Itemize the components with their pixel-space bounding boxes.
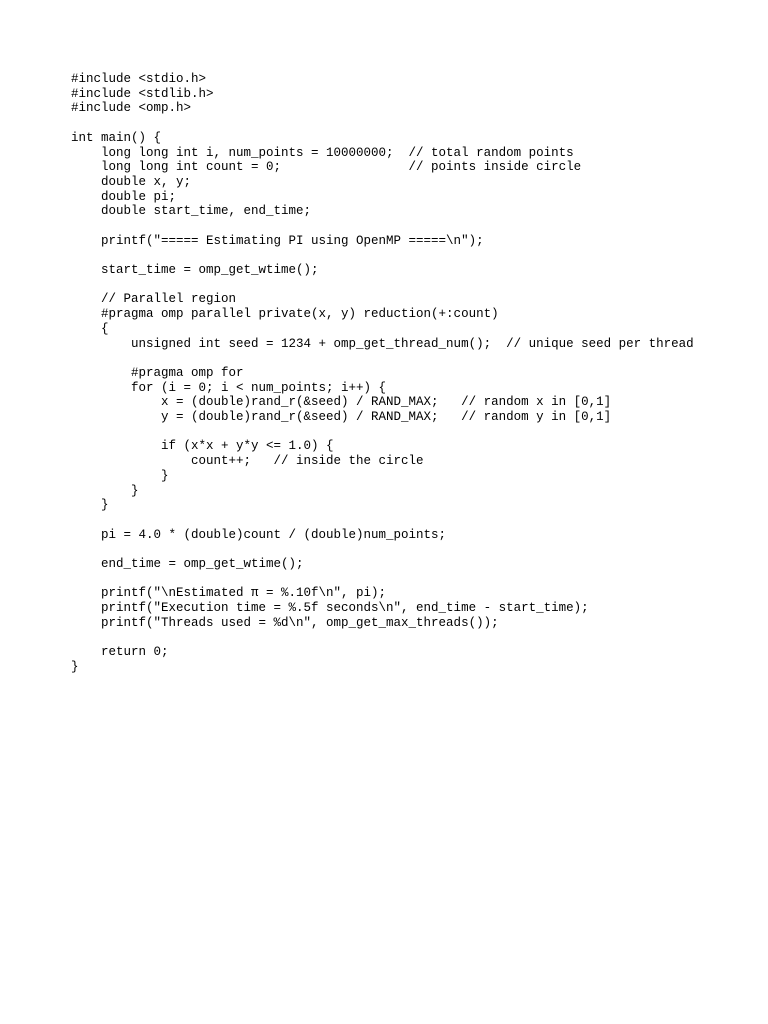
- code-line: printf("\nEstimated π = %.10f\n", pi);: [71, 586, 387, 601]
- code-line: [71, 248, 694, 263]
- code-line: #pragma omp parallel private(x, y) reduction(+:count): [71, 307, 499, 322]
- code-line: double start_time, end_time;: [71, 204, 312, 219]
- code-line: long long int i, num_points = 10000000; // total random points: [71, 145, 574, 160]
- code-line: long long int count = 0; // points inside circle: [71, 160, 582, 175]
- code-line: }: [71, 659, 79, 674]
- code-line: [71, 116, 694, 131]
- code-line: {: [71, 321, 109, 336]
- code-line: [71, 219, 694, 234]
- code-line: printf("Execution time = %.5f seconds\n", end_time - start_time);: [71, 601, 589, 616]
- code-line: #include <stdlib.h>: [71, 86, 214, 101]
- code-line: start_time = omp_get_wtime();: [71, 263, 319, 278]
- code-line: y = (double)rand_r(&seed) / RAND_MAX; // random y in [0,1]: [71, 410, 612, 425]
- code-line: [71, 351, 694, 366]
- code-line: int main() {: [71, 130, 162, 145]
- code-line: pi = 4.0 * (double)count / (double)num_points;: [71, 527, 447, 542]
- code-line: [71, 278, 694, 293]
- code-line: for (i = 0; i < num_points; i++) {: [71, 380, 387, 395]
- code-line: }: [71, 468, 169, 483]
- code-line: x = (double)rand_r(&seed) / RAND_MAX; // random x in [0,1]: [71, 395, 612, 410]
- code-line: #include <stdio.h>: [71, 72, 207, 86]
- code-line: double x, y;: [71, 174, 192, 189]
- code-line: printf("Threads used = %d\n", omp_get_max_threads());: [71, 615, 499, 630]
- code-line: end_time = omp_get_wtime();: [71, 557, 304, 572]
- code-line: [71, 542, 694, 557]
- code-line: [71, 572, 694, 587]
- code-line: }: [71, 498, 109, 513]
- code-line: if (x*x + y*y <= 1.0) {: [71, 439, 334, 454]
- code-line: return 0;: [71, 645, 169, 660]
- code-line: unsigned int seed = 1234 + omp_get_thread_num(); // unique seed per thread: [71, 336, 694, 351]
- code-block: [71, 72, 694, 675]
- code-line: [71, 425, 694, 440]
- code-line: #include <omp.h>: [71, 101, 192, 116]
- code-line: #pragma omp for: [71, 365, 244, 380]
- code-line: double pi;: [71, 189, 177, 204]
- code-line: // Parallel region: [71, 292, 237, 307]
- code-line: printf("===== Estimating PI using OpenMP =====\n");: [71, 233, 484, 248]
- code-line: count++; // inside the circle: [71, 454, 424, 469]
- code-line: [71, 513, 694, 528]
- code-line: [71, 631, 694, 646]
- code-line: }: [71, 483, 139, 498]
